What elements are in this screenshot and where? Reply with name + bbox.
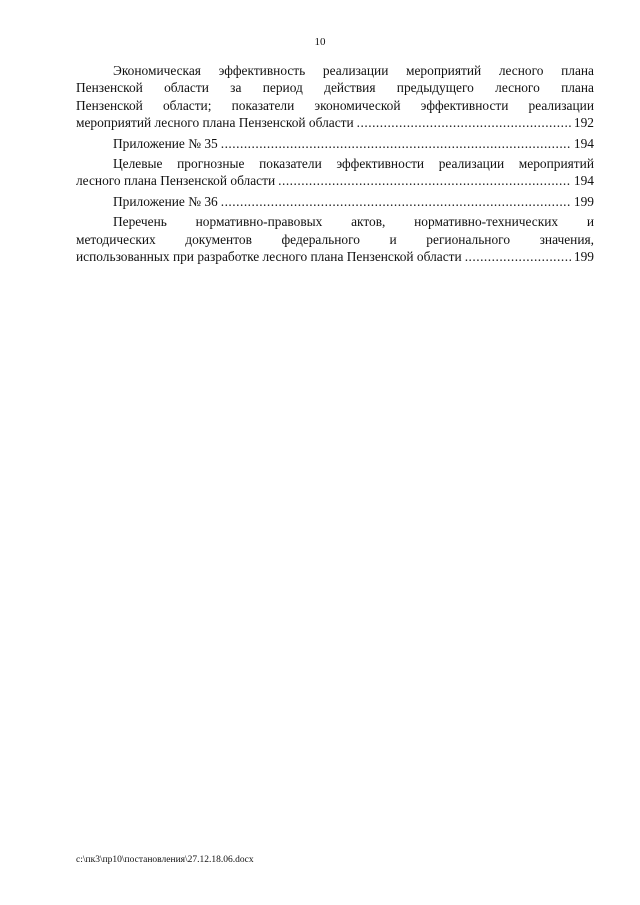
toc-entry-target-indicators xyxy=(76,155,594,190)
toc-entry-text-line: лесного плана Пензенской области xyxy=(76,173,276,189)
dot-leader xyxy=(221,135,571,152)
toc-entry-leader-line xyxy=(76,248,594,265)
table-of-contents xyxy=(76,62,594,268)
toc-entry-text-line: Перечень нормативно-правовых актов, нормативно-технических и xyxy=(113,214,594,230)
toc-page-number: 192 xyxy=(573,115,594,131)
toc-entry-leader-line xyxy=(76,193,594,210)
toc-entry-leader-line xyxy=(76,114,594,131)
page-number: 10 xyxy=(314,36,326,48)
toc-entry-appendix-36 xyxy=(76,193,594,210)
toc-entry-text-line: мероприятий лесного плана Пензенской области xyxy=(76,115,354,131)
footer-file-path: c:\пк3\пр10\постановления\27.12.18.06.docx xyxy=(76,855,254,865)
toc-entry-leader-line xyxy=(76,172,594,189)
toc-page-number: 194 xyxy=(573,135,594,151)
dot-leader xyxy=(465,248,571,265)
toc-entry-text-line: Целевые прогнозные показатели эффективности реализации мероприятий xyxy=(113,155,594,171)
toc-entry-appendix-35 xyxy=(76,135,594,152)
toc-entry-text-line: Приложение № 36 xyxy=(113,193,218,209)
toc-entry-leader-line xyxy=(76,135,594,152)
toc-entry-text-line: Экономическая эффективность реализации мероприятий лесного плана xyxy=(113,63,594,78)
toc-page-number: 194 xyxy=(573,173,594,189)
toc-entry-text-line: Приложение № 35 xyxy=(113,135,218,151)
dot-leader xyxy=(357,114,571,131)
dot-leader xyxy=(221,193,571,210)
toc-entry-text-line: Пензенской области за период действия предыдущего лесного плана xyxy=(76,80,594,96)
toc-entry-economic-efficiency xyxy=(76,62,594,132)
toc-entry-documents-list xyxy=(76,213,594,265)
toc-entry-text-line: использованных при разработке лесного плана Пензенской области xyxy=(76,248,462,264)
dot-leader xyxy=(278,172,571,189)
toc-page-number: 199 xyxy=(573,248,594,264)
toc-entry-text-line: методических документов федерального и регионального значения, xyxy=(76,231,594,247)
toc-entry-text-line: Пензенской области; показатели экономической эффективности реализации xyxy=(76,97,594,113)
toc-page-number: 199 xyxy=(573,193,594,209)
